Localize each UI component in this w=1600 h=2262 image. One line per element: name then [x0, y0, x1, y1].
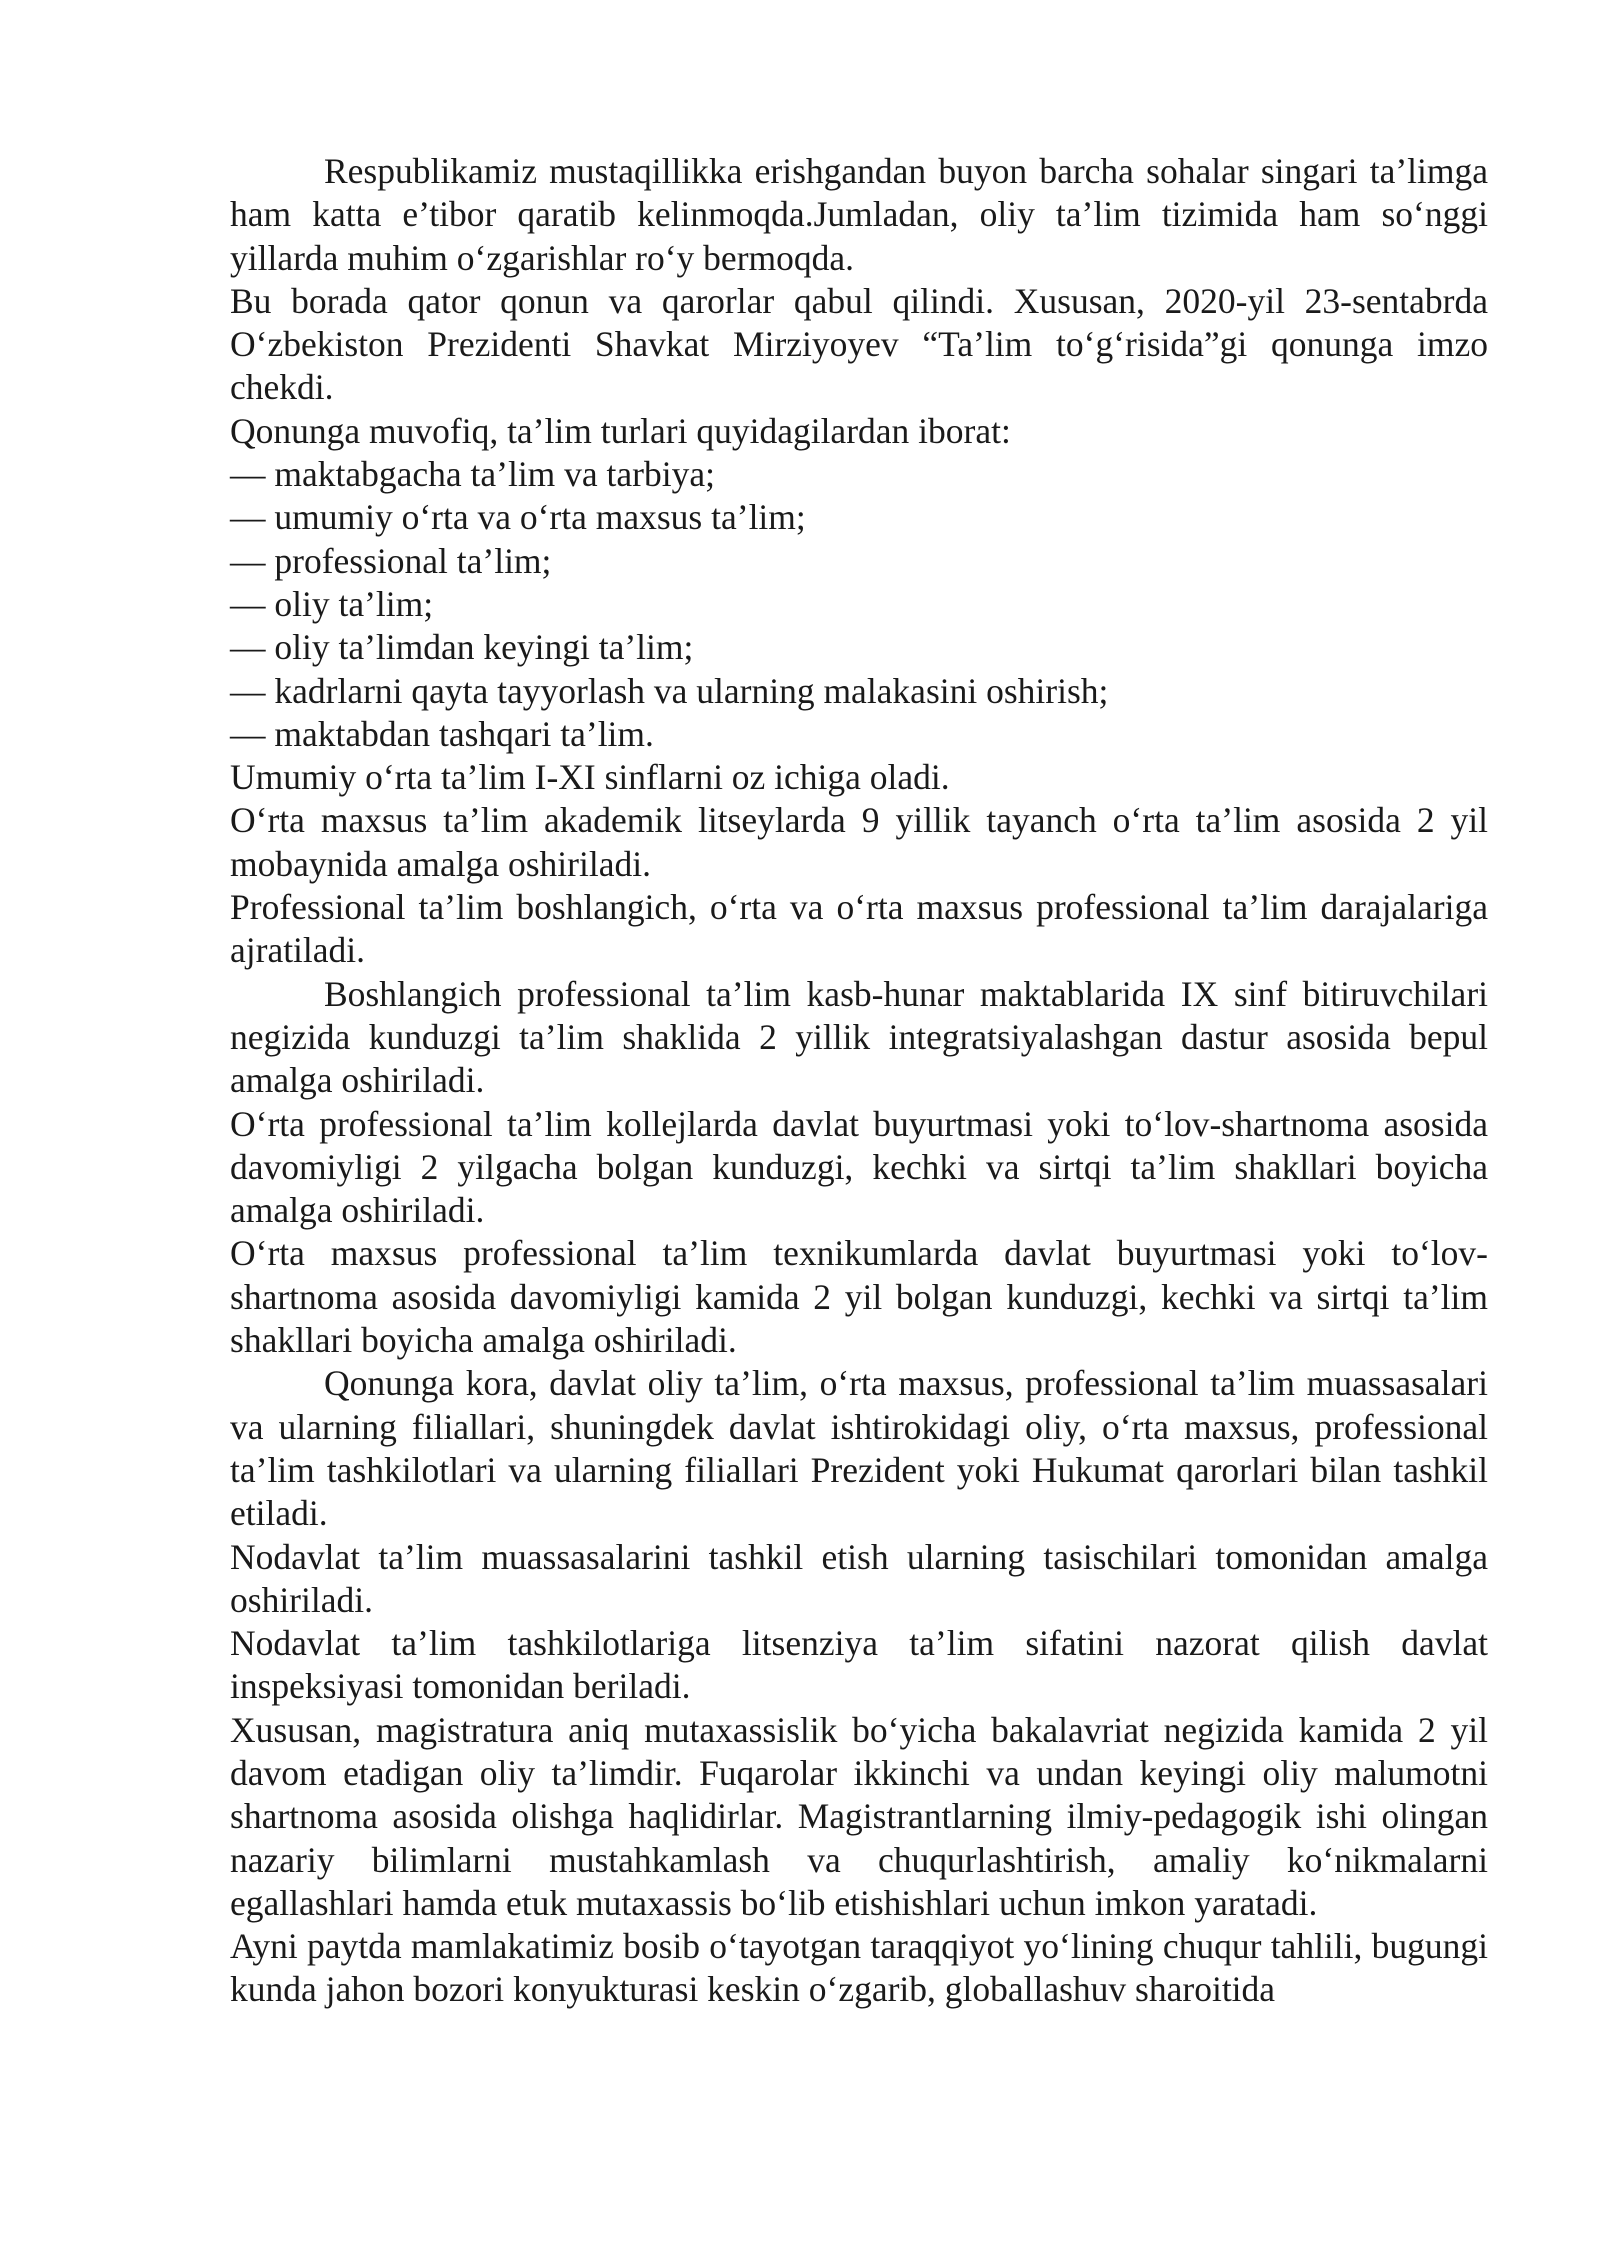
dash-bullet: — [230, 454, 266, 495]
list-item [230, 540, 1488, 583]
paragraph-establishment: Qonunga kora, davlat oliy ta’lim, o‘rta maxsus, professional ta’lim muassasalari va ularning filiallari, shuningdek davlat ishtirokidagi oliy, o‘rta maxsus, professional ta’lim tashkilotlari va ularning filiallari Prezident yoki Hukumat qarorlari bilan tashkil etiladi. [230, 1363, 1488, 1534]
paragraph-secondary-professional: O‘rta professional ta’lim kollejlarda davlat buyurtmasi yoki to‘lov-shartnoma asosida davomiyligi 2 yilgacha bolgan kunduzgi, kechki va sirtqi ta’lim shakllari boyicha amalga oshiriladi. [230, 1103, 1488, 1231]
document-page [230, 150, 1488, 2012]
education-types-list [230, 453, 1488, 756]
list-item [230, 713, 1488, 756]
dash-bullet: — [230, 627, 266, 668]
dash-bullet: — [230, 713, 266, 754]
paragraph-specialized-professional: O‘rta maxsus professional ta’lim texnikumlarda davlat buyurtmasi yoki to‘lov-shartnoma asosida davomiyligi kamida 2 yil bolgan kunduzgi, kechki va sirtqi ta’lim shakllari boyicha amalga oshiriladi. [230, 1233, 1488, 1361]
list-item-text: maktabgacha ta’lim va tarbiya; [274, 454, 715, 495]
dash-bullet: — [230, 497, 266, 538]
list-item [230, 496, 1488, 539]
dash-bullet: — [230, 670, 266, 711]
list-item [230, 583, 1488, 626]
list-item-text: kadrlarni qayta tayyorlash va ularning malakasini oshirish; [274, 670, 1109, 711]
list-item [230, 453, 1488, 496]
paragraph-current-analysis: Ayni paytda mamlakatimiz bosib o‘tayotgan taraqqiyot yo‘lining chuqur tahlili, bugungi kunda jahon bozori konyukturasi keskin o‘zgarib, globallashuv sharoitida [230, 1926, 1488, 2010]
list-item-text: maktabdan tashqari ta’lim. [274, 713, 654, 754]
list-item [230, 626, 1488, 669]
paragraph-list-intro: Qonunga muvofiq, ta’lim turlari quyidagilardan iborat: [230, 410, 1011, 451]
list-item-text: umumiy o‘rta va o‘rta maxsus ta’lim; [274, 497, 806, 538]
paragraph-general-secondary: Umumiy o‘rta ta’lim I-XI sinflarni oz ichiga oladi. [230, 757, 950, 798]
list-item-text: oliy ta’lim; [274, 583, 434, 624]
list-item-text: oliy ta’limdan keyingi ta’lim; [274, 627, 694, 668]
list-item-text: professional ta’lim; [274, 540, 552, 581]
paragraph-laws: Bu borada qator qonun va qarorlar qabul qilindi. Xususan, 2020-yil 23-sentabrda O‘zbekiston Prezidenti Shavkat Mirziyoyev “Ta’lim to‘g‘risida”gi qonunga imzo chekdi. [230, 280, 1488, 408]
list-item [230, 670, 1488, 713]
paragraph-intro: Respublikamiz mustaqillikka erishgandan buyon barcha sohalar singari ta’limga ham katta e’tibor qaratib kelinmoqda.Jumladan, oliy ta’lim tizimida ham so‘nggi yillarda muhim o‘zgarishlar ro‘y bermoqda. [230, 151, 1488, 278]
paragraph-nonstate-founding: Nodavlat ta’lim muassasalarini tashkil etish ularning tasischilari tomonidan amalga oshiriladi. [230, 1536, 1488, 1620]
paragraph-primary-professional: Boshlangich professional ta’lim kasb-hunar maktablarida IX sinf bitiruvchilari negizida kunduzgi ta’lim shaklida 2 yillik integratsiyalashgan dastur asosida bepul amalga oshiriladi. [230, 973, 1488, 1101]
paragraph-specialized-secondary: O‘rta maxsus ta’lim akademik litseylarda 9 yillik tayanch o‘rta ta’lim asosida 2 yil mobaynida amalga oshiriladi. [230, 800, 1488, 884]
paragraph-magistracy: Xususan, magistratura aniq mutaxassislik bo‘yicha bakalavriat negizida kamida 2 yil davom etadigan oliy ta’limdir. Fuqarolar ikkinchi va undan keyingi oliy malumotni shartnoma asosida olishga haqlidirlar. Magistrantlarning ilmiy-pedagogik ishi olingan nazariy bilimlarni mustahkamlash va chuqurlashtirish, amaliy ko‘nikmalarni egallashlari hamda etuk mutaxassis bo‘lib etishishlari uchun imkon yaratadi. [230, 1709, 1488, 1923]
dash-bullet: — [230, 583, 266, 624]
paragraph-professional-levels: Professional ta’lim boshlangich, o‘rta va o‘rta maxsus professional ta’lim darajalariga ajratiladi. [230, 887, 1488, 971]
dash-bullet: — [230, 540, 266, 581]
paragraph-nonstate-license: Nodavlat ta’lim tashkilotlariga litsenziya ta’lim sifatini nazorat qilish davlat inspeksiyasi tomonidan beriladi. [230, 1623, 1488, 1707]
